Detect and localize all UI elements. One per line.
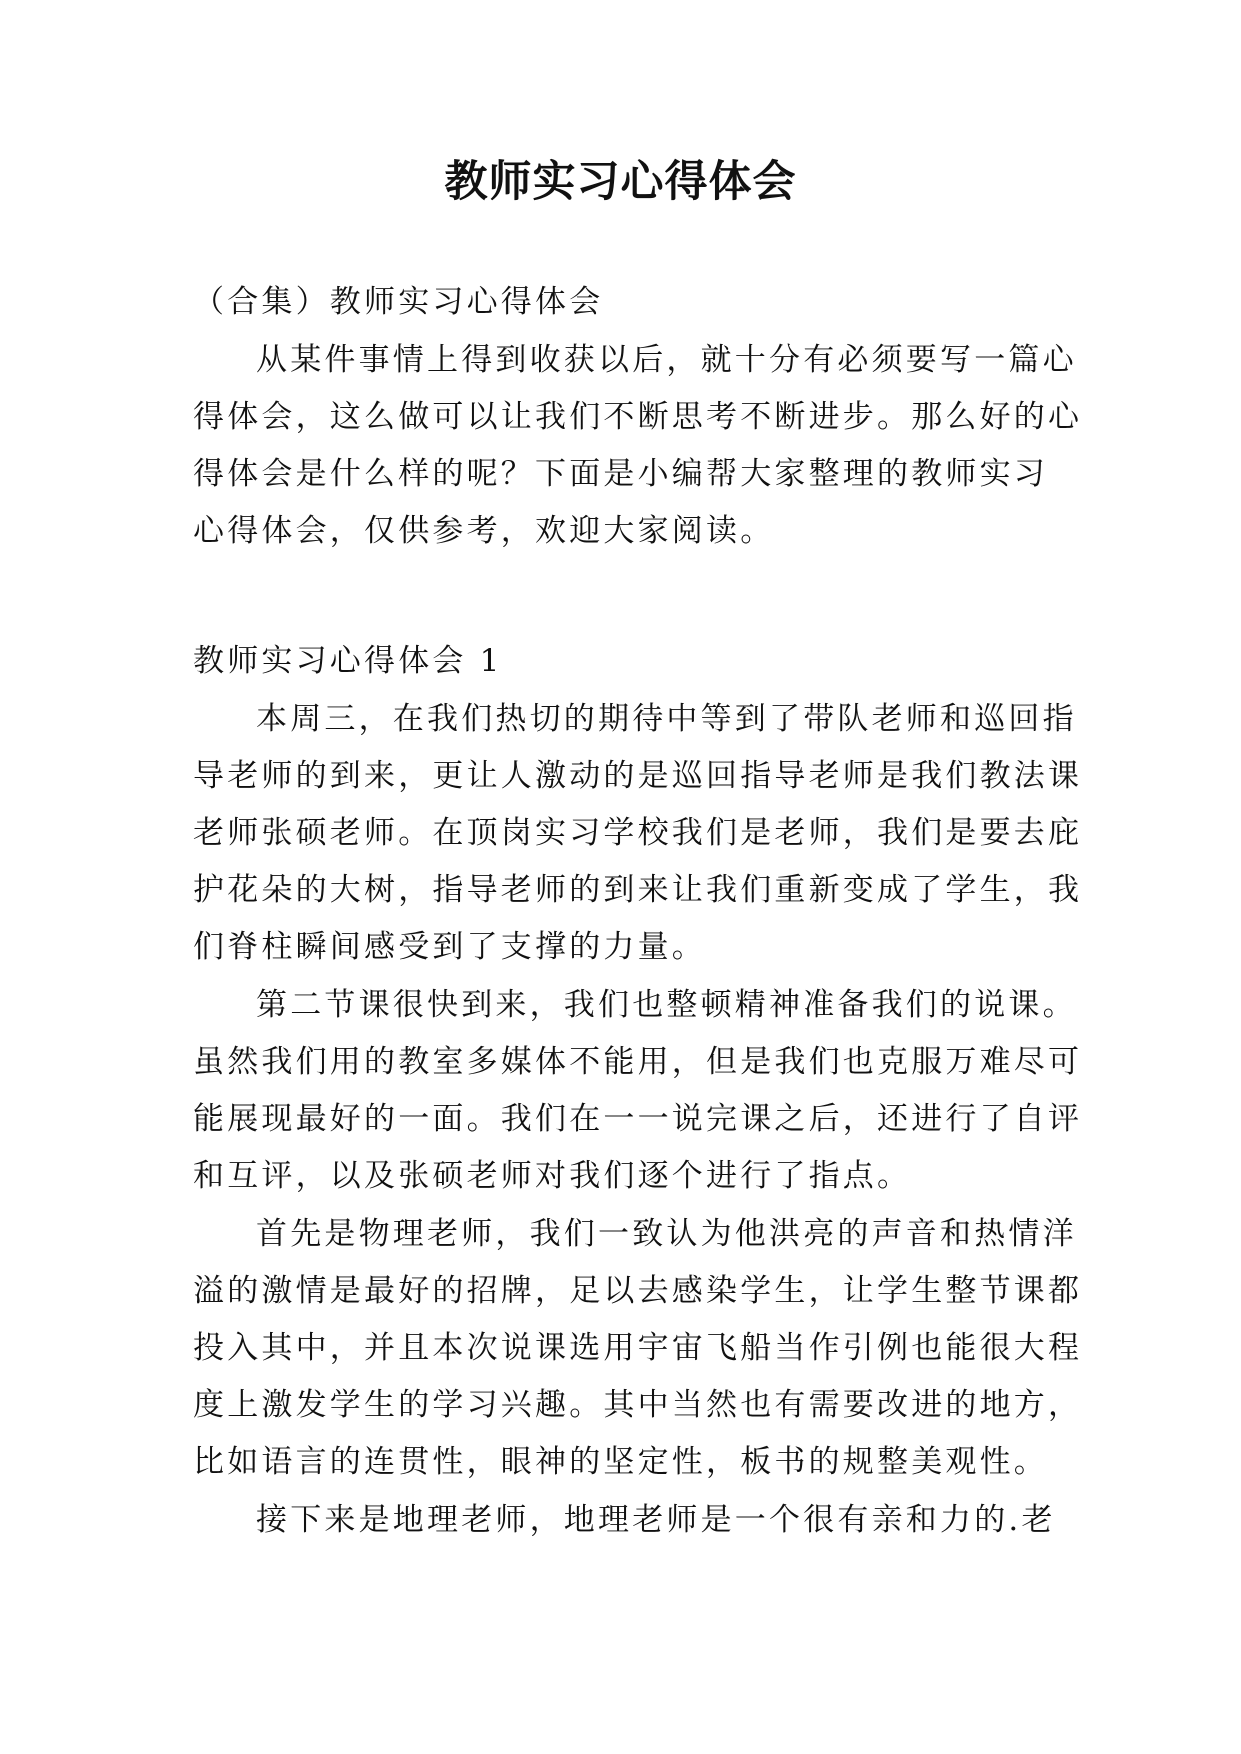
paragraph-line: 溢的激情是最好的招牌，足以去感染学生，让学生整节课都 [193,1273,1083,1309]
paragraph-line: 导老师的到来，更让人激动的是巡回指导老师是我们教法课 [193,758,1083,794]
paragraph-line: 接下来是地理老师，地理老师是一个很有亲和力的.老 [256,1502,1056,1538]
paragraph-line: 得体会是什么样的呢？下面是小编帮大家整理的教师实习 [193,456,1048,492]
paragraph-line: 本周三，在我们热切的期待中等到了带队老师和巡回指 [256,701,1077,737]
paragraph-line: 度上激发学生的学习兴趣。其中当然也有需要改进的地方， [193,1387,1083,1423]
paragraph-line: 能展现最好的一面。我们在一一说完课之后，还进行了自评 [193,1101,1083,1137]
paragraph-line: 和互评，以及张硕老师对我们逐个进行了指点。 [193,1158,912,1194]
paragraph-line: 心得体会，仅供参考，欢迎大家阅读。 [193,513,775,549]
paragraph-line: 比如语言的连贯性，眼神的坚定性，板书的规整美观性。 [193,1444,1048,1480]
paragraph-line: 们脊柱瞬间感受到了支撑的力量。 [193,929,706,965]
section-heading: 教师实习心得体会 1 [193,643,503,679]
paragraph-line: 护花朵的大树，指导老师的到来让我们重新变成了学生，我 [193,872,1083,908]
paragraph-line: 虽然我们用的教室多媒体不能用，但是我们也克服万难尽可 [193,1044,1083,1080]
paragraph-line: 投入其中，并且本次说课选用宇宙飞船当作引例也能很大程 [193,1330,1083,1366]
paragraph-line: 老师张硕老师。在顶岗实习学校我们是老师，我们是要去庇 [193,815,1083,851]
paragraph-line: 第二节课很快到来，我们也整顿精神准备我们的说课。 [256,987,1077,1023]
paragraph-line: 首先是物理老师，我们一致认为他洪亮的声音和热情洋 [256,1216,1077,1252]
paragraph-line: 得体会，这么做可以让我们不断思考不断进步。那么好的心 [193,399,1083,435]
document-title: 教师实习心得体会 [444,157,797,207]
subtitle-line: （合集）教师实习心得体会 [193,284,604,320]
paragraph-line: 从某件事情上得到收获以后，就十分有必须要写一篇心 [256,342,1077,378]
